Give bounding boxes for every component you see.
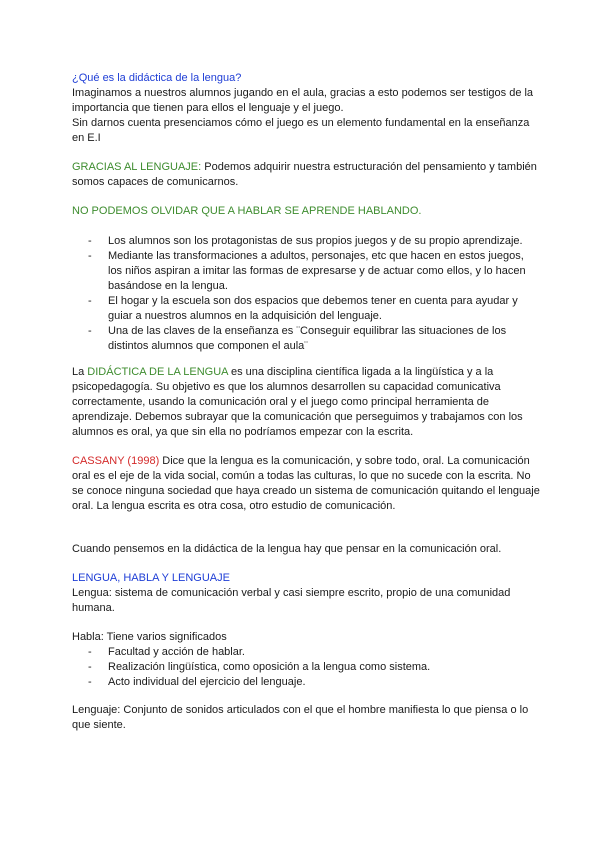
list-item-text: Una de las claves de la enseñanza es ¨Conseguir equilibrar las situaciones de los distintos alumnos que componen el aula¨ [108, 325, 507, 352]
paragraph-juego: Sin darnos cuenta presenciamos cómo el juego es un elemento fundamental en la enseñanza en E.I [72, 117, 530, 144]
bullet-dash: - [88, 646, 92, 658]
list-item-text: Acto individual del ejercicio del lenguaje. [108, 676, 306, 688]
paragraph-intro: Imaginamos a nuestros alumnos jugando en el aula, gracias a esto podemos ser testigos de la importancia que tienen para ellos el lenguaje y el juego. [72, 87, 534, 114]
list-item [88, 675, 538, 690]
list-item [88, 234, 538, 249]
definition-lenguaje: Lenguaje: Conjunto de sonidos articulados con el que el hombre manifiesta lo que piensa o lo que siente. [72, 704, 529, 731]
paragraph-didactica-lengua [72, 365, 542, 440]
bullet-dash: - [88, 235, 92, 247]
list-item-text: Los alumnos son los protagonistas de sus propios juegos y de su propio aprendizaje. [108, 235, 523, 247]
bullet-dash: - [88, 250, 92, 262]
list-hablar [88, 234, 538, 354]
bullet-dash: - [88, 325, 92, 337]
list-item [88, 249, 538, 294]
term-didactica-lengua: DIDÁCTICA DE LA LENGUA [87, 366, 228, 378]
section-heading-lengua-habla: LENGUA, HABLA Y LENGUAJE [72, 572, 230, 584]
paragraph-gracias-lenguaje [72, 160, 542, 190]
definition-lengua: Lengua: sistema de comunicación verbal y casi siempre escrito, propio de una comunidad humana. [72, 587, 511, 614]
bullet-dash: - [88, 676, 92, 688]
paragraph-cassany [72, 454, 542, 514]
list-item [88, 660, 538, 675]
list-item [88, 294, 538, 324]
list-item-text: Facultad y acción de hablar. [108, 646, 245, 658]
list-item-text: Mediante las transformaciones a adultos, personajes, etc que hacen en estos juegos, los niños aspiran a imitar las formas de expresarse y de actuar como ellos, y lo hacen basándose en la lengua. [108, 250, 526, 292]
section-heading-hablar: NO PODEMOS OLVIDAR QUE A HABLAR SE APRENDE HABLANDO. [72, 205, 422, 217]
list-item [88, 645, 538, 660]
label-gracias-lenguaje: GRACIAS AL LENGUAJE: [72, 161, 202, 173]
paragraph-comunicacion-oral: Cuando pensemos en la didáctica de la lengua hay que pensar en la comunicación oral. [72, 543, 502, 555]
section-heading-didactica: ¿Qué es la didáctica de la lengua? [72, 72, 242, 84]
text-cassany: Dice que la lengua es la comunicación, y sobre todo, oral. La comunicación oral es el eje de la vida social, común a todas las culturas, lo que no sucede con la escrita. No se conoce ninguna sociedad que haya creado un sistema de comunicación quitando el lenguaje oral. La lengua escrita es otra cosa, otro estudio de comunicación. [72, 455, 540, 512]
list-item-text: Realización lingüística, como oposición a la lengua como sistema. [108, 661, 431, 673]
list-item-text: El hogar y la escuela son dos espacios que debemos tener en cuenta para ayudar y guiar a nuestros alumnos en la adquisición del lenguaje. [108, 295, 518, 322]
text-prefix: La [72, 366, 88, 378]
definition-habla: Habla: Tiene varios significados [72, 631, 227, 643]
bullet-dash: - [88, 661, 92, 673]
term-cassany: CASSANY (1998) [72, 455, 160, 467]
bullet-dash: - [88, 295, 92, 307]
list-habla [88, 645, 538, 690]
text-gracias-lenguaje: Podemos adquirir nuestra estructuración del pensamiento y también somos capaces de comunicarnos. [72, 161, 537, 188]
list-item [88, 324, 538, 354]
text-didactica-lengua: es una disciplina científica ligada a la lingüística y a la psicopedagogía. Su objetivo es que los alumnos desarrollen su capacidad comunicativa correctamente, usando la comunicación oral y el juego como principal herramienta de aprendizaje. Debemos subrayar que la comunicación que perseguimos y trabajamos con los alumnos es oral, ya que sin ella no podríamos empezar con la escrita. [72, 366, 523, 438]
